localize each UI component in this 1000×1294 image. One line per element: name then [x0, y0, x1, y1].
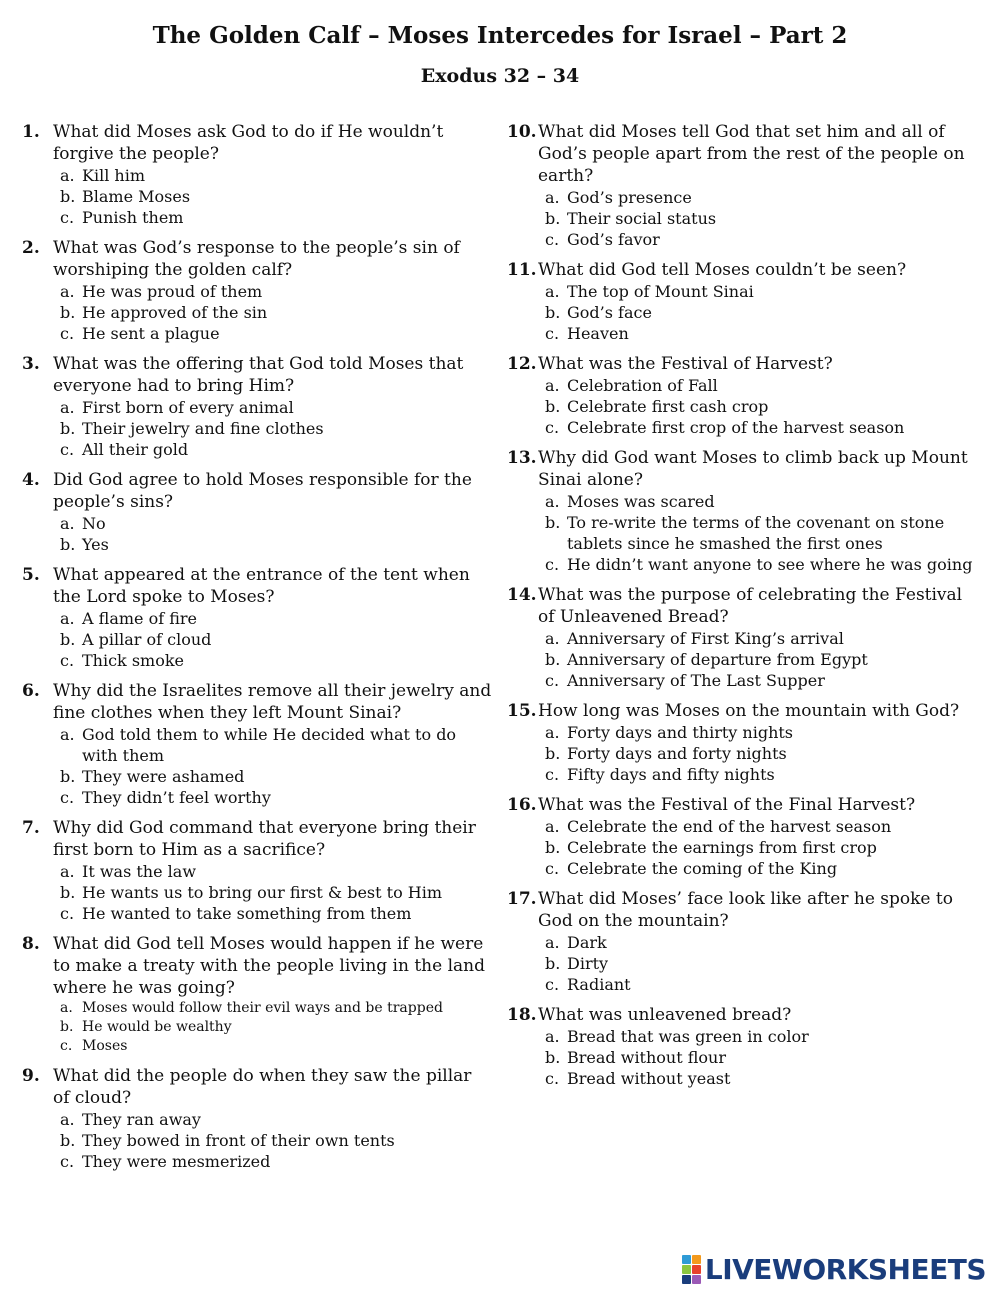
- answer-option[interactable]: [53, 787, 492, 808]
- option-text: Moses was scared: [567, 492, 715, 511]
- option-text: Celebration of Fall: [567, 376, 718, 395]
- question-item: [507, 353, 977, 438]
- question-number: 2.: [22, 238, 40, 258]
- answer-option[interactable]: [538, 491, 977, 512]
- option-letter: b.: [60, 630, 76, 649]
- question-text: What did God tell Moses would happen if he were to make a treaty with the people living in the land where he was going?: [53, 934, 485, 998]
- answer-option[interactable]: [53, 207, 492, 228]
- answer-option[interactable]: [53, 397, 492, 418]
- option-text: They were ashamed: [82, 767, 245, 786]
- option-text: He approved of the sin: [82, 303, 268, 322]
- page-title: The Golden Calf – Moses Intercedes for Israel – Part 2: [152, 22, 848, 49]
- answer-option[interactable]: [53, 629, 492, 650]
- option-text: Forty days and forty nights: [567, 744, 787, 763]
- option-letter: c.: [60, 208, 75, 227]
- question-item: [22, 680, 492, 808]
- logo-mark-icon: [682, 1255, 701, 1284]
- question-item: [507, 259, 977, 344]
- option-letter: b.: [60, 187, 76, 206]
- question-text: What was unleavened bread?: [538, 1005, 792, 1025]
- answer-options: [53, 1109, 492, 1172]
- answer-option[interactable]: [53, 418, 492, 439]
- option-letter: b.: [545, 209, 561, 228]
- answer-options: [538, 1026, 977, 1089]
- option-letter: c.: [60, 1152, 75, 1171]
- answer-option[interactable]: [53, 513, 492, 534]
- liveworksheets-logo[interactable]: [682, 1252, 986, 1286]
- option-text: They didn’t feel worthy: [82, 788, 271, 807]
- question-item: [507, 584, 977, 691]
- option-letter: b.: [60, 1131, 76, 1150]
- option-text: Bread without flour: [567, 1048, 726, 1067]
- option-text: Punish them: [82, 208, 184, 227]
- option-text: Celebrate the coming of the King: [567, 859, 838, 878]
- option-text: They were mesmerized: [82, 1152, 271, 1171]
- question-text: How long was Moses on the mountain with God?: [538, 701, 960, 721]
- option-text: Moses: [82, 1038, 128, 1054]
- answer-option[interactable]: [538, 743, 977, 764]
- option-letter: a.: [545, 723, 560, 742]
- option-text: Heaven: [567, 324, 629, 343]
- answer-option[interactable]: [53, 861, 492, 882]
- option-text: It was the law: [82, 862, 197, 881]
- option-letter: b.: [60, 767, 76, 786]
- answer-option[interactable]: [53, 882, 492, 903]
- option-letter: c.: [545, 859, 560, 878]
- answer-option[interactable]: [53, 999, 492, 1018]
- question-number: 15.: [507, 701, 537, 721]
- option-letter: a.: [545, 492, 560, 511]
- option-letter: a.: [545, 282, 560, 301]
- option-text: Celebrate the end of the harvest season: [567, 817, 892, 836]
- question-number: 11.: [507, 260, 537, 280]
- option-letter: c.: [545, 324, 560, 343]
- option-text: Radiant: [567, 975, 631, 994]
- option-text: Celebrate the earnings from first crop: [567, 838, 877, 857]
- option-letter: b.: [545, 954, 561, 973]
- answer-option[interactable]: [538, 1047, 977, 1068]
- answer-option[interactable]: [53, 534, 492, 555]
- answer-option[interactable]: [538, 649, 977, 670]
- question-item: [22, 564, 492, 671]
- option-text: To re-write the terms of the covenant on stone tablets since he smashed the first ones: [567, 513, 945, 553]
- answer-option[interactable]: [538, 302, 977, 323]
- answer-option[interactable]: [53, 1151, 492, 1172]
- option-text: Blame Moses: [82, 187, 191, 206]
- answer-option[interactable]: [538, 816, 977, 837]
- option-text: No: [82, 514, 106, 533]
- question-number: 14.: [507, 585, 537, 605]
- answer-option[interactable]: [538, 554, 977, 575]
- logo-square: [692, 1275, 701, 1284]
- option-text: God’s face: [567, 303, 652, 322]
- answer-options: [538, 816, 977, 879]
- question-text: What appeared at the entrance of the tent when the Lord spoke to Moses?: [53, 565, 470, 607]
- question-text: What was the Festival of the Final Harvest?: [538, 795, 916, 815]
- answer-option[interactable]: [53, 1109, 492, 1130]
- answer-option[interactable]: [53, 1018, 492, 1037]
- option-letter: c.: [60, 788, 75, 807]
- option-text: Dark: [567, 933, 607, 952]
- question-number: 7.: [22, 818, 40, 838]
- option-letter: b.: [545, 838, 561, 857]
- answer-options: [538, 187, 977, 250]
- answer-option[interactable]: [53, 323, 492, 344]
- answer-options: [53, 397, 492, 460]
- question-item: [22, 353, 492, 460]
- answer-options: [53, 999, 492, 1056]
- answer-options: [538, 491, 977, 575]
- option-letter: b.: [60, 535, 76, 554]
- answer-options: [538, 628, 977, 691]
- logo-square: [682, 1275, 691, 1284]
- option-letter: b.: [545, 513, 561, 532]
- question-text: What was the purpose of celebrating the Festival of Unleavened Bread?: [538, 585, 963, 627]
- question-text: Why did the Israelites remove all their jewelry and fine clothes when they left Mount Sinai?: [53, 681, 492, 723]
- question-number: 9.: [22, 1066, 40, 1086]
- answer-option[interactable]: [53, 1130, 492, 1151]
- answer-options: [538, 281, 977, 344]
- option-text: All their gold: [82, 440, 189, 459]
- answer-option[interactable]: [538, 1068, 977, 1089]
- question-item: [22, 1065, 492, 1172]
- question-number: 1.: [22, 122, 40, 142]
- question-item: [22, 817, 492, 924]
- option-letter: a.: [545, 817, 560, 836]
- option-letter: c.: [60, 651, 75, 670]
- question-text: What did Moses’ face look like after he spoke to God on the mountain?: [538, 889, 953, 931]
- option-text: He was proud of them: [82, 282, 263, 301]
- option-text: Dirty: [567, 954, 609, 973]
- option-text: Forty days and thirty nights: [567, 723, 794, 742]
- option-text: God’s presence: [567, 188, 692, 207]
- option-text: Fifty days and fifty nights: [567, 765, 775, 784]
- option-text: Anniversary of departure from Egypt: [567, 650, 868, 669]
- option-letter: a.: [60, 166, 75, 185]
- answer-options: [53, 513, 492, 555]
- answer-options: [53, 165, 492, 228]
- question-text: What did Moses ask God to do if He wouldn’t forgive the people?: [53, 122, 444, 164]
- answer-option[interactable]: [53, 165, 492, 186]
- question-text: What did the people do when they saw the pillar of cloud?: [53, 1066, 472, 1108]
- answer-option[interactable]: [538, 722, 977, 743]
- answer-option[interactable]: [538, 1026, 977, 1047]
- answer-option[interactable]: [538, 375, 977, 396]
- right-column: [507, 121, 977, 1098]
- option-letter: a.: [60, 398, 75, 417]
- option-letter: c.: [545, 555, 560, 574]
- option-text: Moses would follow their evil ways and be trapped: [82, 1000, 443, 1016]
- option-letter: b.: [545, 744, 561, 763]
- question-text: Why did God command that everyone bring their first born to Him as a sacrifice?: [53, 818, 476, 860]
- option-text: Anniversary of First King’s arrival: [567, 629, 844, 648]
- question-number: 17.: [507, 889, 537, 909]
- answer-option[interactable]: [538, 323, 977, 344]
- question-number: 4.: [22, 470, 40, 490]
- option-letter: a.: [60, 514, 75, 533]
- question-number: 12.: [507, 354, 537, 374]
- option-letter: c.: [545, 671, 560, 690]
- option-letter: a.: [60, 282, 75, 301]
- option-letter: b.: [60, 883, 76, 902]
- option-text: They bowed in front of their own tents: [82, 1131, 395, 1150]
- answer-option[interactable]: [538, 417, 977, 438]
- logo-square: [682, 1265, 691, 1274]
- question-text: What did God tell Moses couldn’t be seen?: [538, 260, 907, 280]
- option-text: Bread that was green in color: [567, 1027, 809, 1046]
- answer-option[interactable]: [53, 281, 492, 302]
- option-letter: a.: [60, 862, 75, 881]
- answer-options: [53, 281, 492, 344]
- answer-options: [538, 375, 977, 438]
- question-item: [507, 1004, 977, 1089]
- answer-option[interactable]: [53, 439, 492, 460]
- question-item: [22, 121, 492, 228]
- logo-square: [682, 1255, 691, 1264]
- answer-option[interactable]: [538, 932, 977, 953]
- option-text: The top of Mount Sinai: [567, 282, 754, 301]
- answer-option[interactable]: [53, 650, 492, 671]
- question-text: What was God’s response to the people’s sin of worshiping the golden calf?: [53, 238, 460, 280]
- answer-option[interactable]: [53, 724, 492, 766]
- question-item: [507, 447, 977, 575]
- question-item: [22, 237, 492, 344]
- answer-option[interactable]: [538, 512, 977, 554]
- option-text: Yes: [82, 535, 109, 554]
- left-column: [22, 121, 492, 1181]
- option-letter: c.: [60, 440, 75, 459]
- answer-option[interactable]: [53, 903, 492, 924]
- option-text: They ran away: [82, 1110, 201, 1129]
- question-number: 13.: [507, 448, 537, 468]
- answer-option[interactable]: [538, 396, 977, 417]
- answer-options: [53, 861, 492, 924]
- question-text: What did Moses tell God that set him and all of God’s people apart from the rest of the people on earth?: [538, 122, 965, 186]
- answer-option[interactable]: [53, 766, 492, 787]
- option-letter: b.: [60, 1019, 74, 1035]
- answer-option[interactable]: [538, 281, 977, 302]
- question-item: [507, 700, 977, 785]
- option-text: Their social status: [567, 209, 717, 228]
- option-text: He didn’t want anyone to see where he was going: [567, 555, 973, 574]
- answer-option[interactable]: [53, 1037, 492, 1056]
- option-letter: a.: [60, 1110, 75, 1129]
- option-letter: b.: [60, 303, 76, 322]
- question-text: Did God agree to hold Moses responsible for the people’s sins?: [53, 470, 472, 512]
- logo-text: LIVEWORKSHEETS: [704, 1252, 986, 1286]
- question-number: 6.: [22, 681, 40, 701]
- question-number: 3.: [22, 354, 40, 374]
- question-number: 10.: [507, 122, 537, 142]
- option-text: A pillar of cloud: [82, 630, 212, 649]
- question-number: 16.: [507, 795, 537, 815]
- option-letter: a.: [60, 725, 75, 744]
- question-text: What was the Festival of Harvest?: [538, 354, 833, 374]
- answer-option[interactable]: [538, 837, 977, 858]
- option-letter: b.: [60, 419, 76, 438]
- answer-option[interactable]: [53, 302, 492, 323]
- option-letter: b.: [545, 1048, 561, 1067]
- option-letter: a.: [545, 933, 560, 952]
- option-letter: a.: [545, 188, 560, 207]
- option-text: First born of every animal: [82, 398, 294, 417]
- question-item: [22, 469, 492, 555]
- option-text: Anniversary of The Last Supper: [567, 671, 825, 690]
- option-letter: a.: [545, 1027, 560, 1046]
- option-letter: c.: [545, 765, 560, 784]
- answer-option[interactable]: [538, 187, 977, 208]
- option-letter: c.: [545, 1069, 560, 1088]
- option-text: God told them to while He decided what to do with them: [82, 725, 457, 765]
- option-letter: c.: [545, 230, 560, 249]
- option-letter: a.: [545, 629, 560, 648]
- option-text: God’s favor: [567, 230, 660, 249]
- answer-options: [538, 932, 977, 995]
- option-text: He would be wealthy: [82, 1019, 232, 1035]
- option-letter: c.: [545, 418, 560, 437]
- option-letter: c.: [60, 1038, 73, 1054]
- answer-option[interactable]: [538, 974, 977, 995]
- question-item: [507, 121, 977, 250]
- answer-option[interactable]: [538, 229, 977, 250]
- answer-option[interactable]: [538, 764, 977, 785]
- question-text: What was the offering that God told Moses that everyone had to bring Him?: [53, 354, 464, 396]
- option-text: Thick smoke: [82, 651, 185, 670]
- question-item: [507, 794, 977, 879]
- answer-options: [53, 724, 492, 808]
- option-letter: b.: [545, 650, 561, 669]
- option-letter: b.: [545, 397, 561, 416]
- answer-option[interactable]: [538, 628, 977, 649]
- logo-square: [692, 1255, 701, 1264]
- question-number: 18.: [507, 1005, 537, 1025]
- question-number: 8.: [22, 934, 40, 954]
- option-text: Celebrate first cash crop: [567, 397, 769, 416]
- option-text: Bread without yeast: [567, 1069, 731, 1088]
- answer-options: [53, 608, 492, 671]
- option-letter: b.: [545, 303, 561, 322]
- option-letter: a.: [545, 376, 560, 395]
- answer-option[interactable]: [53, 186, 492, 207]
- option-letter: a.: [60, 609, 75, 628]
- option-letter: c.: [545, 975, 560, 994]
- answer-option[interactable]: [538, 670, 977, 691]
- option-letter: c.: [60, 324, 75, 343]
- option-text: A flame of fire: [82, 609, 198, 628]
- question-item: [507, 888, 977, 995]
- question-item: [22, 933, 492, 1056]
- option-letter: a.: [60, 1000, 73, 1016]
- option-text: He sent a plague: [82, 324, 220, 343]
- option-letter: c.: [60, 904, 75, 923]
- option-text: Kill him: [82, 166, 145, 185]
- answer-option[interactable]: [53, 608, 492, 629]
- page-subtitle: Exodus 32 – 34: [420, 65, 580, 87]
- logo-square: [692, 1265, 701, 1274]
- option-text: Their jewelry and fine clothes: [82, 419, 324, 438]
- option-text: He wanted to take something from them: [82, 904, 412, 923]
- question-text: Why did God want Moses to climb back up Mount Sinai alone?: [538, 448, 968, 490]
- answer-option[interactable]: [538, 208, 977, 229]
- answer-option[interactable]: [538, 858, 977, 879]
- answer-option[interactable]: [538, 953, 977, 974]
- option-text: He wants us to bring our first & best to Him: [82, 883, 443, 902]
- question-number: 5.: [22, 565, 40, 585]
- answer-options: [538, 722, 977, 785]
- option-text: Celebrate first crop of the harvest season: [567, 418, 905, 437]
